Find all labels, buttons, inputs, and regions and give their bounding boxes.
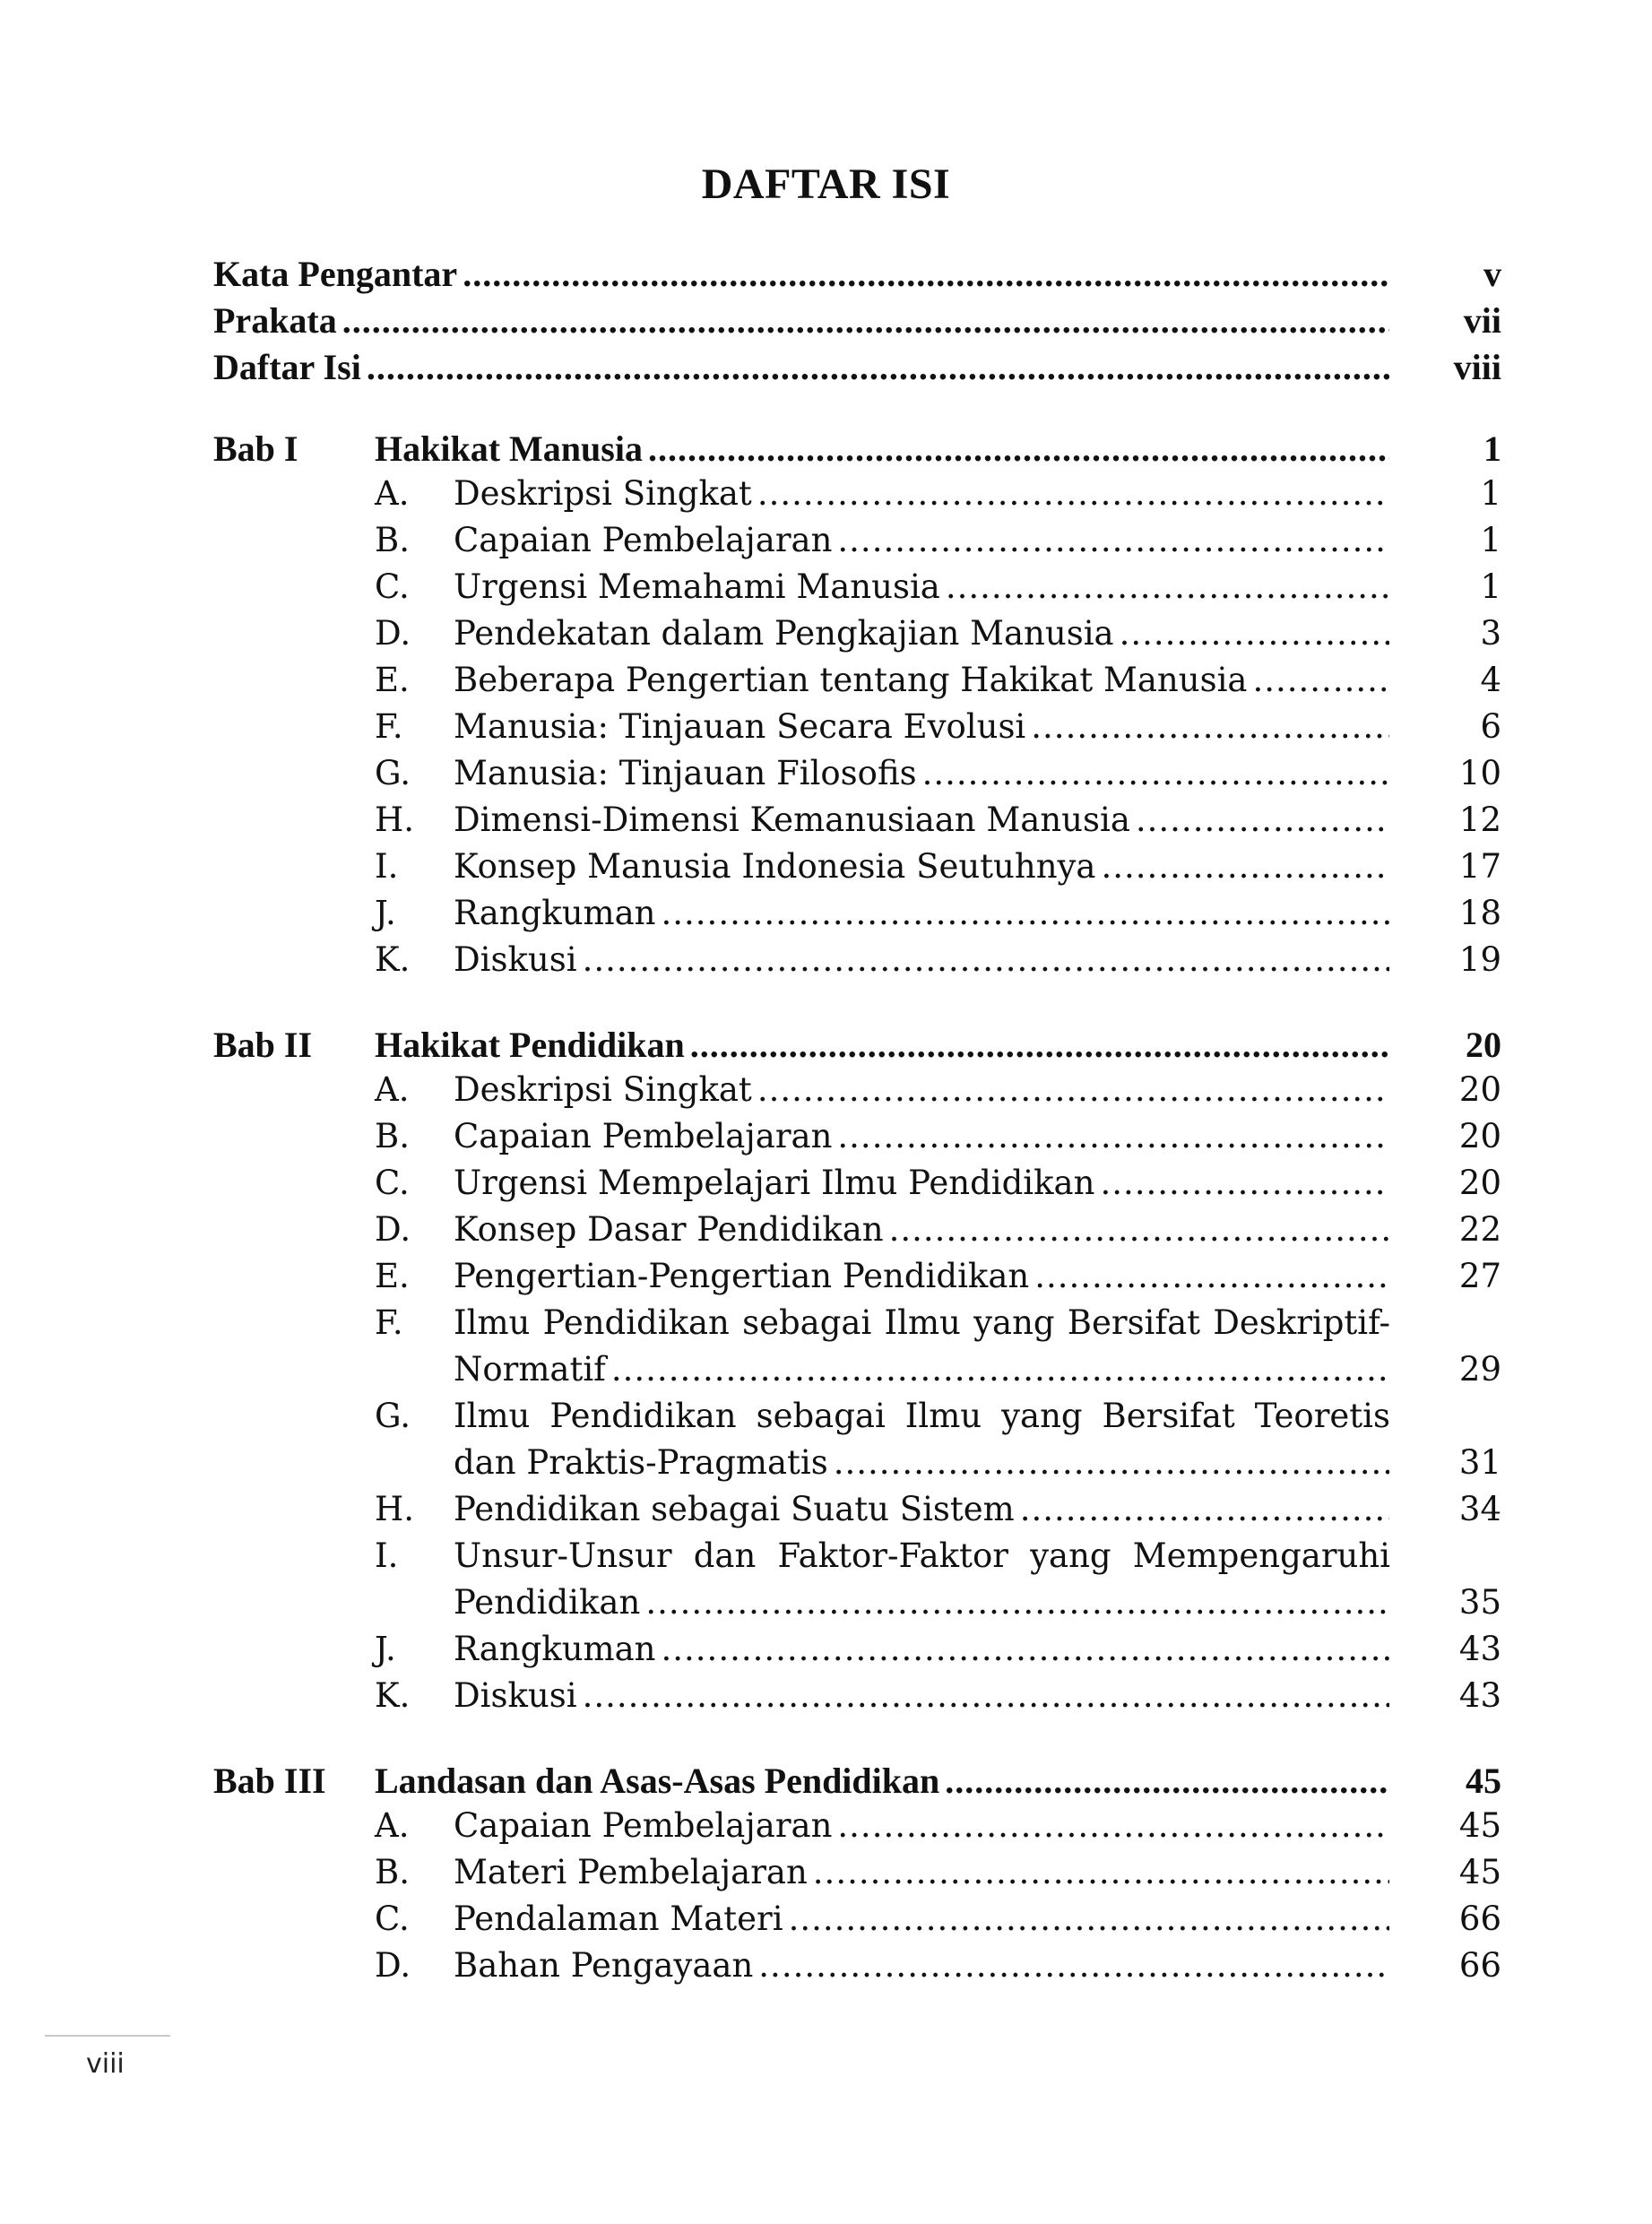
item-letter: E. bbox=[375, 1257, 410, 1295]
toc-page-number: 1 bbox=[1483, 428, 1501, 469]
toc-page-number: 27 bbox=[1458, 1257, 1501, 1295]
dot-leader bbox=[757, 1070, 1389, 1110]
item-title: Materi Pembelajaran bbox=[454, 1853, 808, 1891]
item-letter: K. bbox=[375, 940, 411, 979]
toc-entry-label: Daftar Isi bbox=[213, 347, 361, 387]
toc-page-number: 17 bbox=[1458, 847, 1501, 886]
toc-chapter-entry[interactable] bbox=[375, 1760, 1389, 1803]
item-title: Urgensi Memahami Manusia bbox=[454, 567, 940, 606]
toc-page-number: 31 bbox=[1458, 1443, 1501, 1482]
item-letter: H. bbox=[375, 1490, 415, 1528]
item-letter: F. bbox=[375, 1303, 403, 1342]
item-letter: D. bbox=[375, 1946, 411, 1985]
chapter-title: Hakikat Manusia bbox=[375, 428, 643, 469]
item-title: Bahan Pengayaan bbox=[454, 1946, 754, 1985]
toc-page-number: 6 bbox=[1480, 707, 1501, 746]
item-letter: A. bbox=[375, 1806, 410, 1845]
dot-leader bbox=[922, 754, 1389, 793]
dot-leader bbox=[662, 894, 1389, 933]
item-letter: J. bbox=[375, 1630, 396, 1668]
item-title: Diskusi bbox=[454, 940, 577, 979]
dot-leader bbox=[889, 1210, 1389, 1250]
toc-item-entry[interactable] bbox=[454, 474, 1389, 514]
toc-item-entry[interactable] bbox=[454, 1583, 1389, 1623]
toc-item-entry[interactable] bbox=[454, 1630, 1389, 1669]
chapter-label: Bab II bbox=[213, 1025, 313, 1065]
item-letter: J. bbox=[375, 894, 396, 932]
toc-item-entry[interactable] bbox=[454, 800, 1389, 840]
item-title: Konsep Dasar Pendidikan bbox=[454, 1210, 884, 1249]
toc-entry-label: Prakata bbox=[213, 300, 337, 341]
item-title: Manusia: Tinjauan Secara Evolusi bbox=[454, 707, 1026, 746]
item-title: Beberapa Pengertian tentang Hakikat Manusia bbox=[454, 661, 1248, 699]
chapter-title: Hakikat Pendidikan bbox=[375, 1025, 685, 1065]
toc-page-number: 20 bbox=[1458, 1117, 1501, 1155]
item-title: Pendekatan dalam Pengkajian Manusia bbox=[454, 614, 1114, 653]
item-letter: A. bbox=[375, 474, 410, 513]
toc-entry-front[interactable] bbox=[213, 253, 1389, 296]
dot-leader bbox=[690, 1024, 1389, 1067]
dot-leader bbox=[837, 1806, 1389, 1846]
toc-page-number: 20 bbox=[1458, 1070, 1501, 1109]
toc-entry-label: Kata Pengantar bbox=[213, 254, 458, 294]
item-title: Capaian Pembelajaran bbox=[454, 1117, 833, 1155]
toc-page-number: 4 bbox=[1480, 661, 1501, 699]
item-letter: D. bbox=[375, 614, 411, 653]
dot-leader bbox=[758, 1946, 1389, 1986]
toc-page-number: 66 bbox=[1458, 1899, 1501, 1938]
item-letter: G. bbox=[375, 754, 411, 792]
toc-page-number: 19 bbox=[1458, 940, 1501, 979]
dot-leader bbox=[342, 299, 1389, 342]
toc-page-number: vii bbox=[1463, 300, 1501, 341]
item-title: Pendalaman Materi bbox=[454, 1899, 783, 1938]
dot-leader bbox=[789, 1899, 1389, 1939]
toc-item-entry[interactable] bbox=[454, 1257, 1389, 1296]
item-letter: B. bbox=[375, 1117, 410, 1155]
toc-item-entry[interactable] bbox=[454, 1070, 1389, 1110]
toc-page-number: 3 bbox=[1480, 614, 1501, 653]
dot-leader bbox=[1136, 800, 1389, 840]
item-letter: F. bbox=[375, 707, 403, 746]
toc-page-number: 43 bbox=[1458, 1630, 1501, 1668]
item-letter: D. bbox=[375, 1210, 411, 1249]
toc-page-number: 45 bbox=[1458, 1806, 1501, 1845]
item-title: Capaian Pembelajaran bbox=[454, 521, 833, 559]
toc-chapter-entry[interactable] bbox=[375, 1024, 1389, 1067]
toc-item-entry[interactable] bbox=[454, 1490, 1389, 1529]
toc-item-entry[interactable] bbox=[454, 1899, 1389, 1939]
item-letter: C. bbox=[375, 1164, 410, 1202]
toc-page-number: 66 bbox=[1458, 1946, 1501, 1985]
item-title: Capaian Pembelajaran bbox=[454, 1806, 833, 1845]
item-title: Urgensi Mempelajari Ilmu Pendidikan bbox=[454, 1164, 1095, 1202]
item-title: Deskripsi Singkat bbox=[454, 474, 752, 513]
chapter-label: Bab I bbox=[213, 428, 298, 469]
toc-item-entry[interactable] bbox=[454, 1806, 1389, 1846]
item-title-first-line[interactable]: Ilmu Pendidikan sebagai Ilmu yang Bersifat Deskriptif- bbox=[454, 1303, 1390, 1342]
footer-page-number: viii bbox=[86, 2048, 125, 2080]
dot-leader bbox=[1102, 847, 1390, 887]
toc-item-entry[interactable] bbox=[454, 1443, 1389, 1483]
toc-page-number: 18 bbox=[1458, 894, 1501, 932]
toc-page-number: 45 bbox=[1466, 1761, 1501, 1801]
item-title: Normatif bbox=[454, 1350, 606, 1389]
toc-item-entry[interactable] bbox=[454, 894, 1389, 933]
dot-leader bbox=[367, 346, 1389, 389]
dot-leader bbox=[583, 940, 1389, 980]
item-letter: C. bbox=[375, 1899, 410, 1938]
toc-item-entry[interactable] bbox=[454, 754, 1389, 793]
dot-leader bbox=[1120, 614, 1389, 653]
toc-page-number: 12 bbox=[1458, 800, 1501, 839]
toc-page-number: 34 bbox=[1458, 1490, 1501, 1528]
toc-item-entry[interactable] bbox=[454, 521, 1389, 560]
item-letter: H. bbox=[375, 800, 415, 839]
toc-item-entry[interactable] bbox=[454, 1117, 1389, 1156]
page-title: DAFTAR ISI bbox=[701, 160, 951, 208]
dot-leader bbox=[946, 567, 1389, 607]
toc-item-entry[interactable] bbox=[454, 1676, 1389, 1716]
dot-leader bbox=[837, 1117, 1389, 1156]
item-letter: C. bbox=[375, 567, 410, 606]
item-title-first-line[interactable]: Unsur-Unsur dan Faktor-Faktor yang Mempengaruhi bbox=[454, 1536, 1390, 1575]
toc-item-entry[interactable] bbox=[454, 567, 1389, 607]
item-title: Konsep Manusia Indonesia Seutuhnya bbox=[454, 847, 1096, 886]
item-title: Dimensi-Dimensi Kemanusiaan Manusia bbox=[454, 800, 1130, 839]
item-title: dan Praktis-Pragmatis bbox=[454, 1443, 828, 1482]
chapter-title: Landasan dan Asas-Asas Pendidikan bbox=[375, 1761, 940, 1801]
dot-leader bbox=[648, 428, 1389, 471]
item-title: Pendidikan bbox=[454, 1583, 641, 1622]
dot-leader bbox=[662, 1630, 1389, 1669]
toc-item-entry[interactable] bbox=[454, 1210, 1389, 1250]
dot-leader bbox=[1252, 661, 1389, 700]
item-title-first-line[interactable]: Ilmu Pendidikan sebagai Ilmu yang Bersifat Teoretis bbox=[454, 1397, 1390, 1435]
toc-entry-front[interactable] bbox=[213, 299, 1389, 342]
item-letter: I. bbox=[375, 1536, 399, 1575]
toc-page-number: 29 bbox=[1458, 1350, 1501, 1389]
toc-page-number: 20 bbox=[1458, 1164, 1501, 1202]
dot-leader bbox=[1100, 1164, 1389, 1203]
toc-page-number: 20 bbox=[1466, 1025, 1501, 1065]
dot-leader bbox=[583, 1676, 1389, 1716]
item-letter: E. bbox=[375, 661, 410, 699]
item-letter: A. bbox=[375, 1070, 410, 1109]
toc-chapter-entry[interactable] bbox=[375, 428, 1389, 471]
dot-leader bbox=[1031, 707, 1389, 747]
toc-page-number: 1 bbox=[1480, 521, 1501, 559]
item-letter: G. bbox=[375, 1397, 411, 1435]
toc-entry-front[interactable] bbox=[213, 346, 1389, 389]
toc-page-number: viii bbox=[1453, 347, 1501, 387]
item-title: Pendidikan sebagai Suatu Sistem bbox=[454, 1490, 1015, 1528]
dot-leader bbox=[813, 1853, 1389, 1892]
toc-item-entry[interactable] bbox=[454, 940, 1389, 980]
dot-leader bbox=[1034, 1257, 1389, 1296]
toc-item-entry[interactable] bbox=[454, 1853, 1389, 1892]
dot-leader bbox=[645, 1583, 1389, 1623]
toc-page-number: 22 bbox=[1458, 1210, 1501, 1249]
toc-page-number: 43 bbox=[1458, 1676, 1501, 1715]
dot-leader bbox=[757, 474, 1389, 514]
item-title: Pengertian-Pengertian Pendidikan bbox=[454, 1257, 1030, 1295]
toc-item-entry[interactable] bbox=[454, 847, 1389, 887]
dot-leader bbox=[611, 1350, 1389, 1389]
item-letter: K. bbox=[375, 1676, 411, 1715]
dot-leader bbox=[834, 1443, 1389, 1483]
toc-item-entry[interactable] bbox=[454, 1946, 1389, 1986]
dot-leader bbox=[945, 1760, 1389, 1803]
toc-item-entry[interactable] bbox=[454, 707, 1389, 747]
toc-page-number: v bbox=[1483, 254, 1501, 294]
chapter-label: Bab III bbox=[213, 1761, 326, 1801]
toc-page-number: 35 bbox=[1458, 1583, 1501, 1622]
toc-item-entry[interactable] bbox=[454, 614, 1389, 653]
toc-item-entry[interactable] bbox=[454, 1350, 1389, 1389]
toc-item-entry[interactable] bbox=[454, 1164, 1389, 1203]
dot-leader bbox=[463, 253, 1389, 296]
dot-leader bbox=[1020, 1490, 1389, 1529]
item-title: Deskripsi Singkat bbox=[454, 1070, 752, 1109]
toc-page-number: 10 bbox=[1458, 754, 1501, 792]
item-letter: B. bbox=[375, 521, 410, 559]
toc-item-entry[interactable] bbox=[454, 661, 1389, 700]
toc-page-number: 45 bbox=[1458, 1853, 1501, 1891]
item-title: Rangkuman bbox=[454, 894, 656, 932]
toc-page-number: 1 bbox=[1480, 474, 1501, 513]
item-title: Diskusi bbox=[454, 1676, 577, 1715]
item-title: Manusia: Tinjauan Filosofis bbox=[454, 754, 917, 792]
item-title: Rangkuman bbox=[454, 1630, 656, 1668]
dot-leader bbox=[837, 521, 1389, 560]
footer-divider bbox=[45, 2035, 170, 2037]
item-letter: I. bbox=[375, 847, 399, 886]
toc-page-number: 1 bbox=[1480, 567, 1501, 606]
item-letter: B. bbox=[375, 1853, 410, 1891]
